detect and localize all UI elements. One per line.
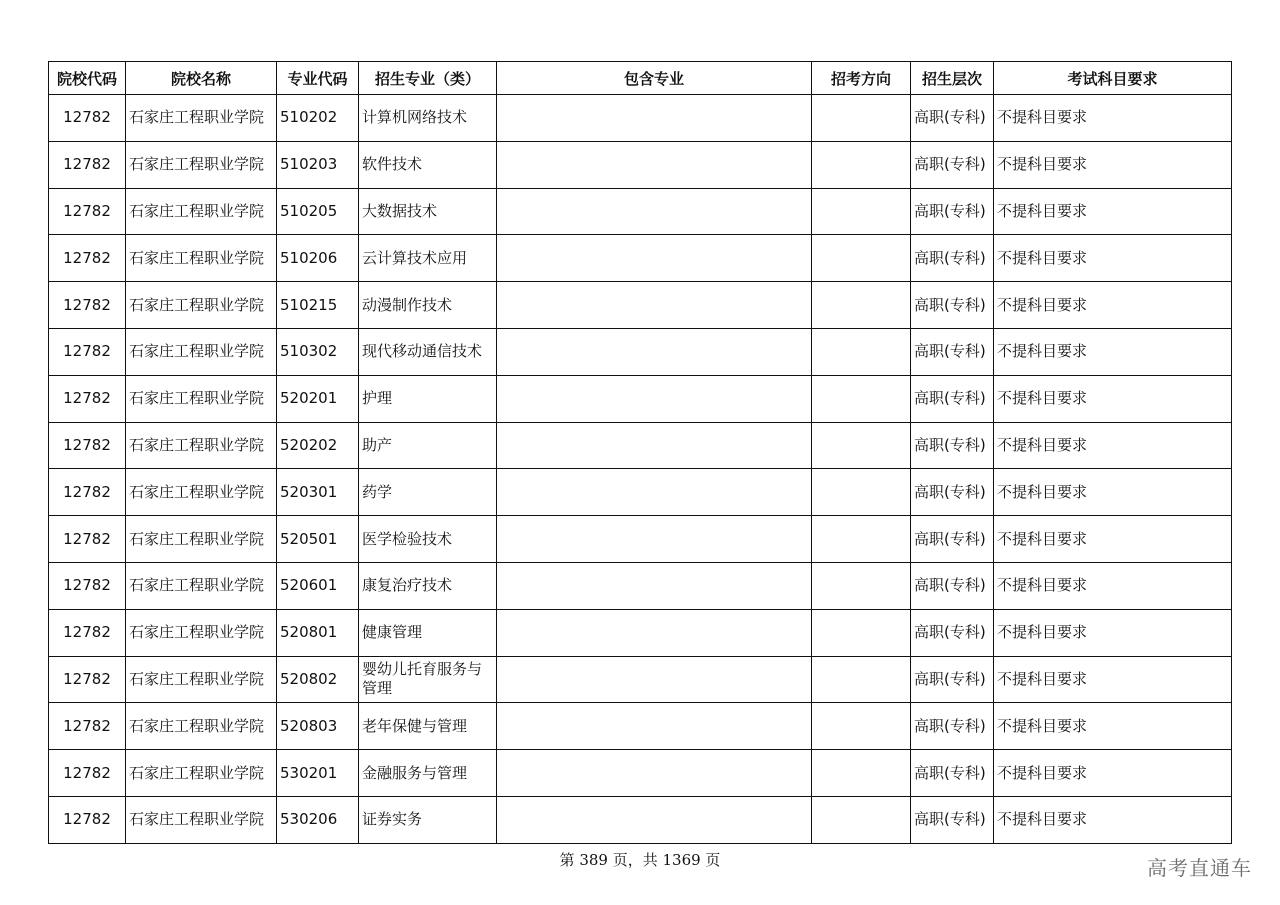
cell-major: 医学检验技术 xyxy=(359,516,497,563)
cell-included-majors xyxy=(497,328,812,375)
cell-requirement: 不提科目要求 xyxy=(994,469,1232,516)
cell-school-name: 石家庄工程职业学院 xyxy=(126,703,277,750)
cell-included-majors xyxy=(497,562,812,609)
table-row xyxy=(49,703,1232,750)
table-body xyxy=(49,95,1232,844)
cell-school-name: 石家庄工程职业学院 xyxy=(126,609,277,656)
cell-direction xyxy=(812,796,911,843)
cell-school-name: 石家庄工程职业学院 xyxy=(126,375,277,422)
table-row xyxy=(49,422,1232,469)
cell-requirement: 不提科目要求 xyxy=(994,235,1232,282)
cell-level: 高职(专科) xyxy=(911,95,994,142)
cell-school-code: 12782 xyxy=(49,328,126,375)
cell-school-name: 石家庄工程职业学院 xyxy=(126,469,277,516)
cell-major: 计算机网络技术 xyxy=(359,95,497,142)
cell-school-name: 石家庄工程职业学院 xyxy=(126,796,277,843)
table-row xyxy=(49,796,1232,843)
cell-direction xyxy=(812,95,911,142)
cell-direction xyxy=(812,235,911,282)
cell-level: 高职(专科) xyxy=(911,562,994,609)
cell-school-code: 12782 xyxy=(49,469,126,516)
cell-major-code: 520301 xyxy=(277,469,359,516)
table-row xyxy=(49,469,1232,516)
cell-school-name: 石家庄工程职业学院 xyxy=(126,750,277,797)
cell-school-code: 12782 xyxy=(49,235,126,282)
cell-requirement: 不提科目要求 xyxy=(994,95,1232,142)
cell-major-code: 510206 xyxy=(277,235,359,282)
cell-requirement: 不提科目要求 xyxy=(994,703,1232,750)
table-row xyxy=(49,516,1232,563)
cell-school-name: 石家庄工程职业学院 xyxy=(126,328,277,375)
cell-school-code: 12782 xyxy=(49,375,126,422)
cell-level: 高职(专科) xyxy=(911,703,994,750)
table-row xyxy=(49,282,1232,329)
cell-direction xyxy=(812,656,911,703)
cell-school-name: 石家庄工程职业学院 xyxy=(126,422,277,469)
header-requirement: 考试科目要求 xyxy=(994,62,1232,95)
cell-direction xyxy=(812,750,911,797)
cell-level: 高职(专科) xyxy=(911,282,994,329)
cell-included-majors xyxy=(497,656,812,703)
cell-school-name: 石家庄工程职业学院 xyxy=(126,656,277,703)
cell-included-majors xyxy=(497,188,812,235)
cell-major: 药学 xyxy=(359,469,497,516)
table-row xyxy=(49,656,1232,703)
cell-direction xyxy=(812,703,911,750)
cell-included-majors xyxy=(497,469,812,516)
cell-included-majors xyxy=(497,282,812,329)
header-major-code: 专业代码 xyxy=(277,62,359,95)
cell-school-name: 石家庄工程职业学院 xyxy=(126,95,277,142)
cell-requirement: 不提科目要求 xyxy=(994,141,1232,188)
cell-included-majors xyxy=(497,422,812,469)
cell-major-code: 520201 xyxy=(277,375,359,422)
cell-requirement: 不提科目要求 xyxy=(994,188,1232,235)
cell-direction xyxy=(812,422,911,469)
cell-included-majors xyxy=(497,375,812,422)
cell-level: 高职(专科) xyxy=(911,796,994,843)
cell-major: 云计算技术应用 xyxy=(359,235,497,282)
cell-included-majors xyxy=(497,141,812,188)
cell-requirement: 不提科目要求 xyxy=(994,328,1232,375)
header-school-code: 院校代码 xyxy=(49,62,126,95)
cell-major-code: 520601 xyxy=(277,562,359,609)
table-row xyxy=(49,750,1232,797)
cell-requirement: 不提科目要求 xyxy=(994,656,1232,703)
watermark-text: 高考直通车 xyxy=(1147,856,1252,880)
cell-direction xyxy=(812,188,911,235)
cell-school-name: 石家庄工程职业学院 xyxy=(126,562,277,609)
cell-major-code: 510202 xyxy=(277,95,359,142)
cell-level: 高职(专科) xyxy=(911,656,994,703)
header-school-name: 院校名称 xyxy=(126,62,277,95)
cell-level: 高职(专科) xyxy=(911,328,994,375)
cell-major: 动漫制作技术 xyxy=(359,282,497,329)
cell-major: 助产 xyxy=(359,422,497,469)
cell-major: 老年保健与管理 xyxy=(359,703,497,750)
table-row xyxy=(49,328,1232,375)
table-row xyxy=(49,562,1232,609)
cell-direction xyxy=(812,282,911,329)
cell-direction xyxy=(812,516,911,563)
cell-school-code: 12782 xyxy=(49,750,126,797)
cell-school-code: 12782 xyxy=(49,796,126,843)
cell-requirement: 不提科目要求 xyxy=(994,375,1232,422)
cell-school-code: 12782 xyxy=(49,703,126,750)
cell-included-majors xyxy=(497,609,812,656)
cell-major-code: 520501 xyxy=(277,516,359,563)
cell-level: 高职(专科) xyxy=(911,750,994,797)
cell-direction xyxy=(812,469,911,516)
cell-school-code: 12782 xyxy=(49,656,126,703)
cell-school-code: 12782 xyxy=(49,141,126,188)
cell-direction xyxy=(812,609,911,656)
cell-requirement: 不提科目要求 xyxy=(994,422,1232,469)
cell-school-name: 石家庄工程职业学院 xyxy=(126,141,277,188)
cell-major: 婴幼儿托育服务与管理 xyxy=(359,656,497,703)
table-row xyxy=(49,235,1232,282)
cell-included-majors xyxy=(497,95,812,142)
cell-included-majors xyxy=(497,750,812,797)
header-level: 招生层次 xyxy=(911,62,994,95)
cell-level: 高职(专科) xyxy=(911,609,994,656)
cell-major-code: 510302 xyxy=(277,328,359,375)
cell-direction xyxy=(812,141,911,188)
cell-requirement: 不提科目要求 xyxy=(994,282,1232,329)
header-included-majors: 包含专业 xyxy=(497,62,812,95)
cell-major: 护理 xyxy=(359,375,497,422)
cell-direction xyxy=(812,328,911,375)
admissions-table xyxy=(48,61,1232,844)
table-row xyxy=(49,188,1232,235)
header-major: 招生专业（类） xyxy=(359,62,497,95)
cell-major-code: 510215 xyxy=(277,282,359,329)
cell-major-code: 520803 xyxy=(277,703,359,750)
cell-major: 证券实务 xyxy=(359,796,497,843)
cell-school-code: 12782 xyxy=(49,562,126,609)
cell-school-code: 12782 xyxy=(49,422,126,469)
cell-requirement: 不提科目要求 xyxy=(994,750,1232,797)
cell-school-name: 石家庄工程职业学院 xyxy=(126,188,277,235)
table-row xyxy=(49,609,1232,656)
cell-requirement: 不提科目要求 xyxy=(994,609,1232,656)
cell-school-code: 12782 xyxy=(49,282,126,329)
cell-level: 高职(专科) xyxy=(911,516,994,563)
cell-requirement: 不提科目要求 xyxy=(994,796,1232,843)
cell-level: 高职(专科) xyxy=(911,188,994,235)
cell-school-code: 12782 xyxy=(49,516,126,563)
table-row xyxy=(49,375,1232,422)
cell-major-code: 530206 xyxy=(277,796,359,843)
cell-major-code: 520802 xyxy=(277,656,359,703)
table-row xyxy=(49,141,1232,188)
cell-major: 康复治疗技术 xyxy=(359,562,497,609)
cell-major: 软件技术 xyxy=(359,141,497,188)
cell-major: 现代移动通信技术 xyxy=(359,328,497,375)
cell-included-majors xyxy=(497,703,812,750)
cell-school-name: 石家庄工程职业学院 xyxy=(126,516,277,563)
cell-level: 高职(专科) xyxy=(911,235,994,282)
page-number: 第 389 页，共 1369 页 xyxy=(559,851,721,869)
cell-major: 大数据技术 xyxy=(359,188,497,235)
cell-included-majors xyxy=(497,235,812,282)
cell-level: 高职(专科) xyxy=(911,422,994,469)
cell-major-code: 520801 xyxy=(277,609,359,656)
cell-level: 高职(专科) xyxy=(911,141,994,188)
cell-requirement: 不提科目要求 xyxy=(994,562,1232,609)
cell-major-code: 520202 xyxy=(277,422,359,469)
cell-school-name: 石家庄工程职业学院 xyxy=(126,235,277,282)
cell-major: 金融服务与管理 xyxy=(359,750,497,797)
cell-level: 高职(专科) xyxy=(911,375,994,422)
cell-requirement: 不提科目要求 xyxy=(994,516,1232,563)
cell-level: 高职(专科) xyxy=(911,469,994,516)
cell-direction xyxy=(812,562,911,609)
cell-school-code: 12782 xyxy=(49,188,126,235)
cell-major-code: 530201 xyxy=(277,750,359,797)
table-row xyxy=(49,95,1232,142)
cell-included-majors xyxy=(497,516,812,563)
cell-major-code: 510205 xyxy=(277,188,359,235)
cell-major: 健康管理 xyxy=(359,609,497,656)
table-header-row xyxy=(49,62,1232,95)
header-direction: 招考方向 xyxy=(812,62,911,95)
cell-included-majors xyxy=(497,796,812,843)
cell-direction xyxy=(812,375,911,422)
cell-school-code: 12782 xyxy=(49,95,126,142)
cell-school-code: 12782 xyxy=(49,609,126,656)
cell-major-code: 510203 xyxy=(277,141,359,188)
cell-school-name: 石家庄工程职业学院 xyxy=(126,282,277,329)
